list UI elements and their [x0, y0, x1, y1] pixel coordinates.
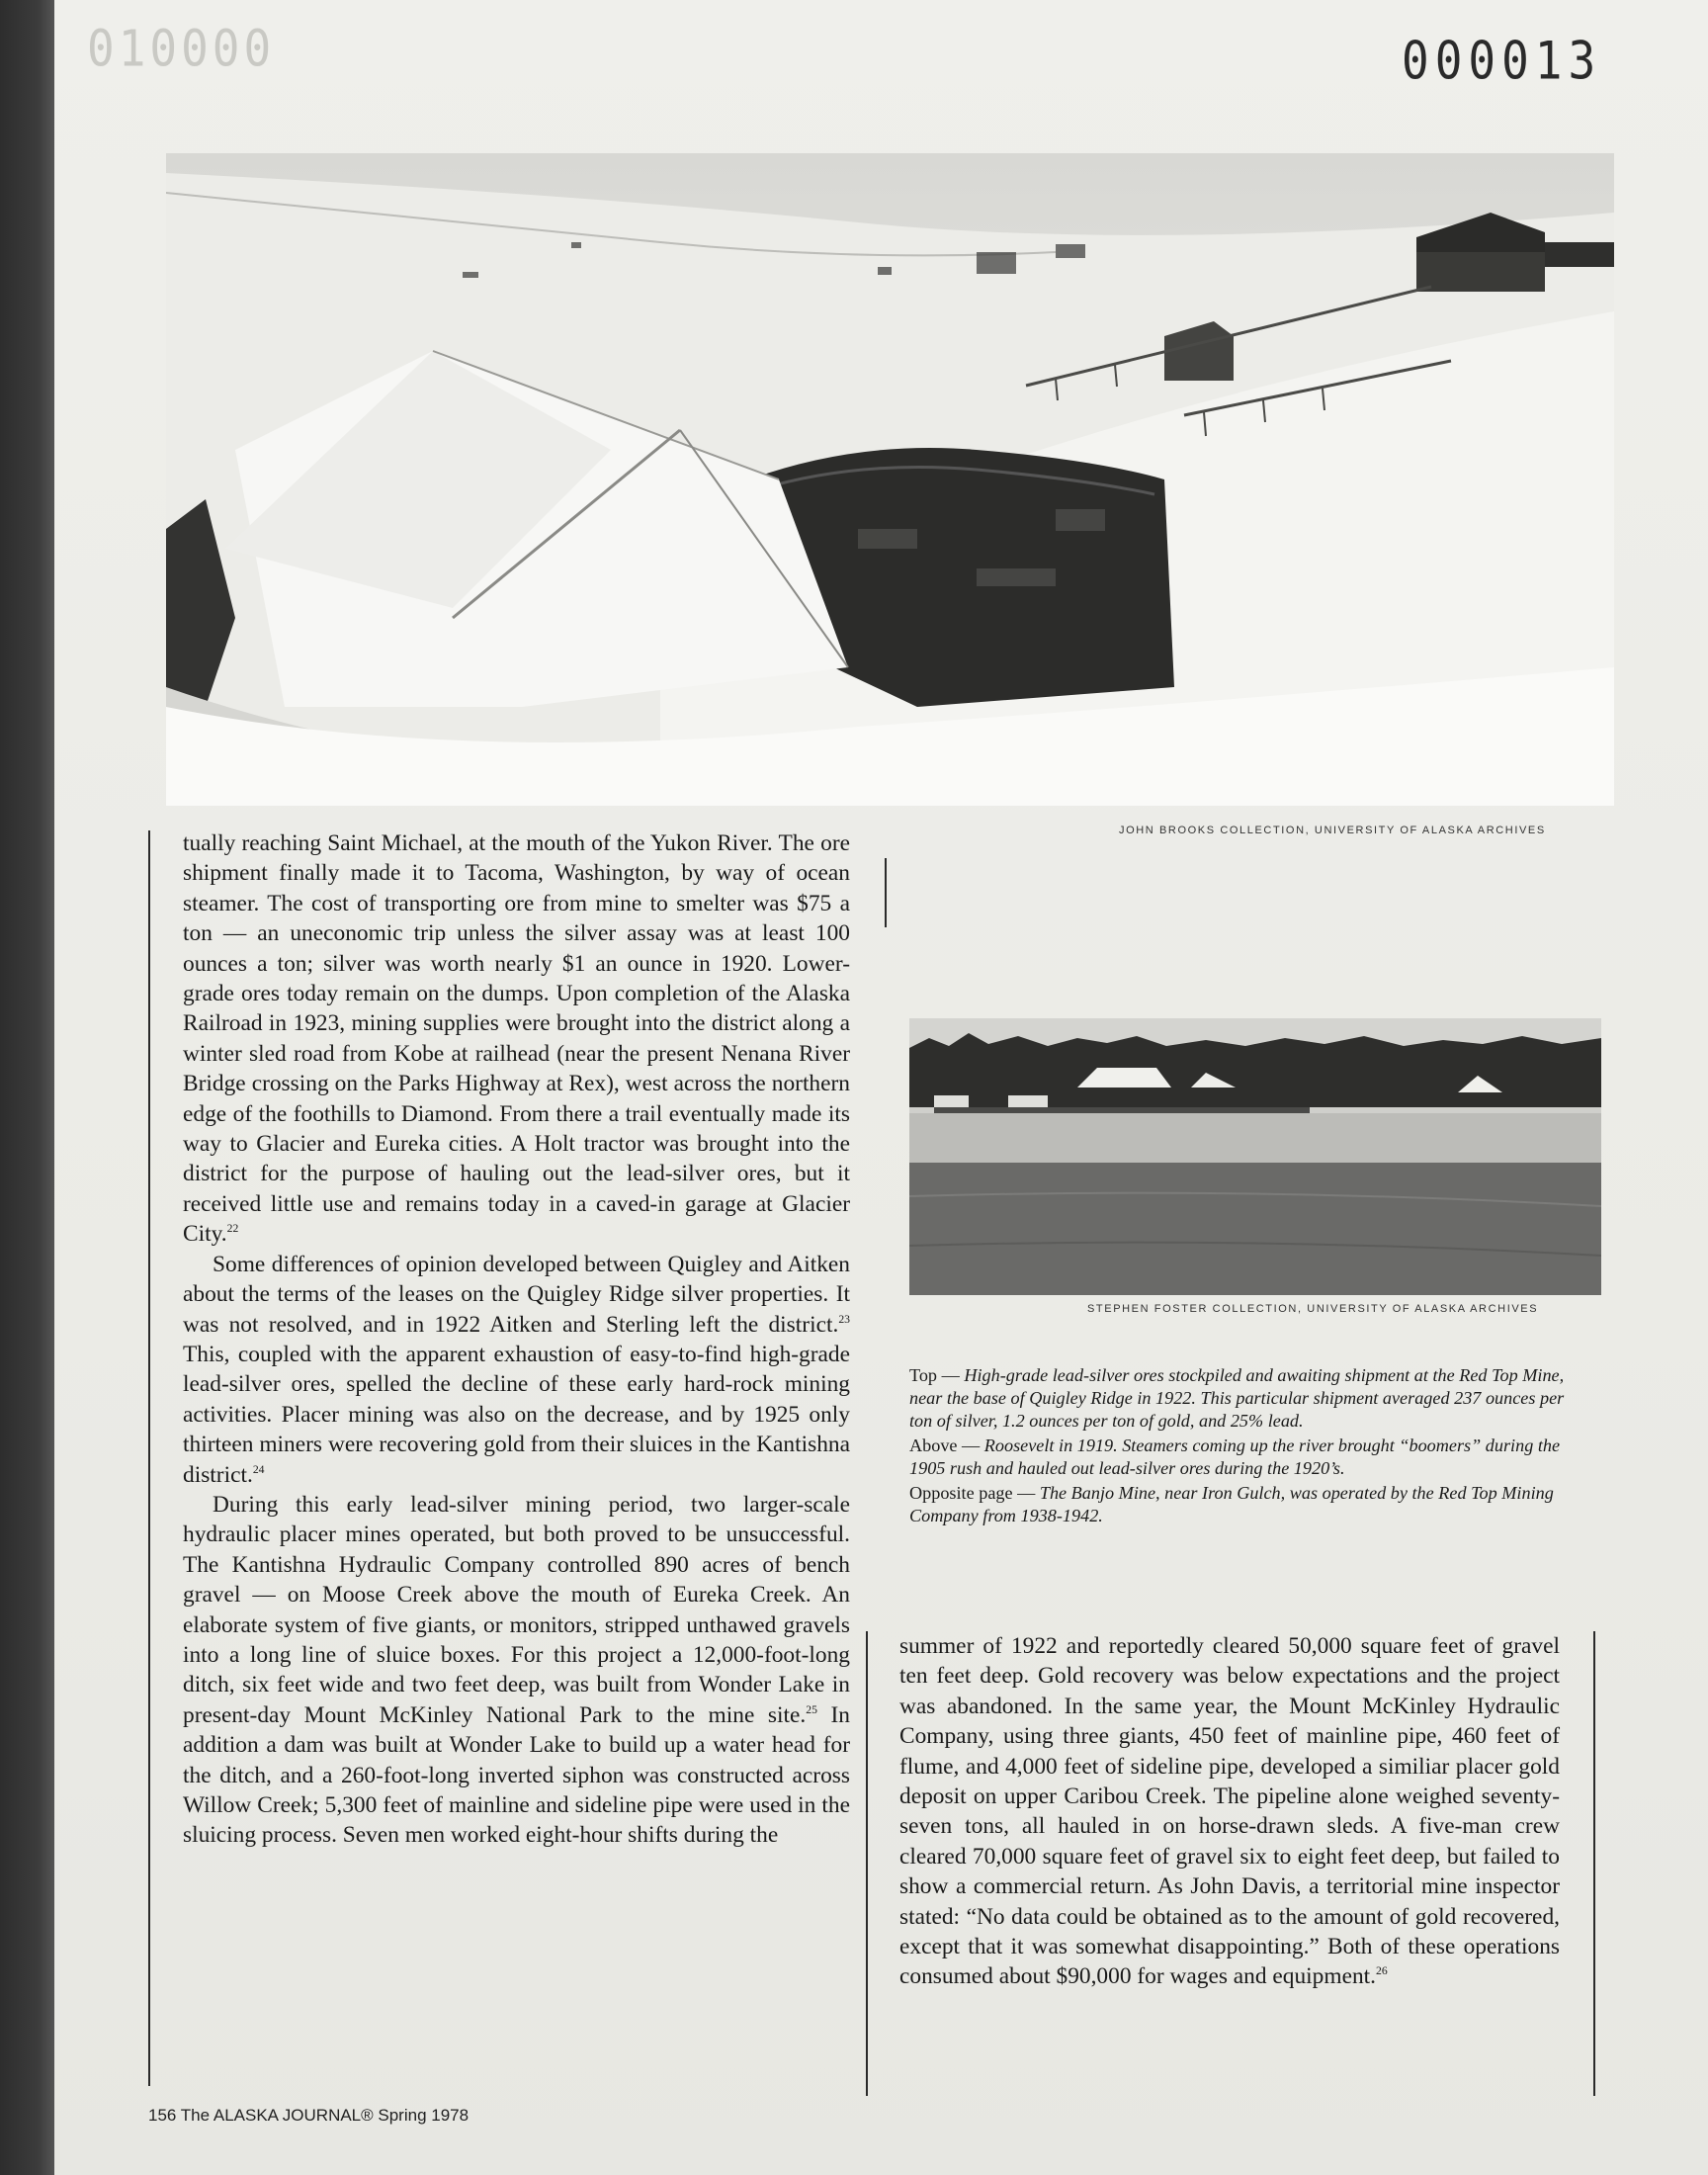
column-rule-mid-bottom — [866, 1631, 868, 2096]
photo-credit-bottom: STEPHEN FOSTER COLLECTION, UNIVERSITY OF ALASKA ARCHIVES — [1087, 1303, 1539, 1315]
footnote-ref: 25 — [806, 1702, 817, 1716]
caption-opposite-page: Opposite page — The Banjo Mine, near Iron Gulch, was operated by the Red Top Mining Company from 1938-1942. — [909, 1483, 1554, 1525]
scan-edge-shadow — [0, 0, 54, 2175]
column-rule-mid-top — [885, 858, 887, 927]
paragraph: Some differences of opinion developed between Quigley and Aitken about the terms of the leases on the Quigley Ridge silver properties. It was not resolved, and in 1922 Aitken and Sterling left the district.$^{23}$ This, coupled with the apparent exhaustion of easy-to-find high-grade lead-silver ores, spelled the decline of these early hard-rock mining activities. Placer mining was also on the decrease, and by 1925 only thirteen miners were recovering gold from their sluices in the Kantishna district.$^{24}$ — [183, 1251, 850, 1488]
paragraph: tually reaching Saint Michael, at the mouth of the Yukon River. The ore shipment finally made it to Tacoma, Washington, by way of ocean steamer. The cost of transporting ore from mine to smelter was $75 a ton — an uneconomic trip unless the silver assay was at least 100 ounces a ton; silver was worth nearly $1 an ounce in 1920. Lower-grade ores today remain on the dumps. Upon completion of the Alaska Railroad in 1923, mining supplies were brought into the district along a winter sled road from Kobe at railhead (near the present Nenana River Bridge crossing on the Parks Highway at Rex), west across the northern edge of the foothills to Diamond. From there a trail eventually made its way to Glacier and Eureka cities. A Holt tractor was brought into the district for the purpose of hauling out the lead-silver ores, but it received little use and remains today in a caved-in garage at Glacier City.$^{22}$ — [183, 830, 850, 1248]
footnote-ref: 23 — [838, 1312, 850, 1326]
photo-captions — [909, 1364, 1567, 1529]
column-rule-right — [1593, 1631, 1595, 2096]
article-left-column — [183, 828, 850, 1851]
photo-roosevelt — [909, 1018, 1601, 1295]
footnote-ref: 22 — [226, 1222, 239, 1236]
footnote-ref: 24 — [252, 1462, 265, 1476]
caption-top: Top — High-grade lead-silver ores stockpiled and awaiting shipment at the Red Top Mine, near the base of Quigley Ridge in 1922. This particular shipment averaged 237 ounces per ton of silver, 1.2 ounces per ton of gold, and 25% lead. — [909, 1365, 1565, 1431]
caption-above: Above — Roosevelt in 1919. Steamers coming up the river brought “boomers” during the 1905 rush and hauled out lead-silver ores during the 1920’s. — [909, 1436, 1561, 1478]
paragraph: During this early lead-silver mining period, two larger-scale hydraulic placer mines operated, but both proved to be unsuccessful. The Kantishna Hydraulic Company controlled 890 acres of bench gravel — on Moose Creek above the mouth of Eureka Creek. An elaborate system of five giants, or monitors, stripped unthawed gravels into a long line of sluice boxes. For this project a 12,000-foot-long ditch, six feet wide and two feet deep, was built from Wonder Lake in present-day Mount McKinley National Park to the mine site.$^{25}$ In addition a dam was built at Wonder Lake to build up a water head for the ditch, and a 260-foot-long inverted siphon was constructed across Willow Creek; 5,300 feet of mainline and sideline pipe were used in the sluicing process. Seven men worked eight-hour shifts during the — [183, 1491, 850, 1849]
paragraph: summer of 1922 and reportedly cleared 50,000 square feet of gravel ten feet deep. Gold recovery was below expectations and the project was abandoned. In the same year, the Mount McKinley Hydraulic Company, using three giants, 450 feet of mainline pipe, 460 feet of flume, and 4,000 feet of sideline pipe, developed a similiar placer gold deposit on upper Caribou Creek. The pipeline alone weighed seventy-seven tons, all hauled in on horse-drawn sleds. A five-man crew cleared 70,000 square feet of gravel six to eight feet deep, but failed to show a commercial return. As John Davis, a territorial mine inspector stated: “No data could be obtained as to the amount of gold recovered, except that it was somewhat disappointing.” Both of these operations consumed about $90,000 for wages and equipment.$^{26}$ — [899, 1633, 1560, 1990]
footnote-ref: 26 — [1376, 1964, 1388, 1978]
column-rule-left — [148, 830, 150, 2086]
article-right-column — [899, 1631, 1560, 1992]
page-number-stamp: 000013 — [1402, 29, 1602, 92]
photo-credit-top: JOHN BROOKS COLLECTION, UNIVERSITY OF ALASKA ARCHIVES — [1119, 825, 1546, 836]
page-footer: 156 The ALASKA JOURNAL® Spring 1978 — [148, 2106, 470, 2125]
photo-ore-stockpile — [166, 153, 1614, 806]
ghost-stamp: 010000 — [87, 19, 276, 78]
